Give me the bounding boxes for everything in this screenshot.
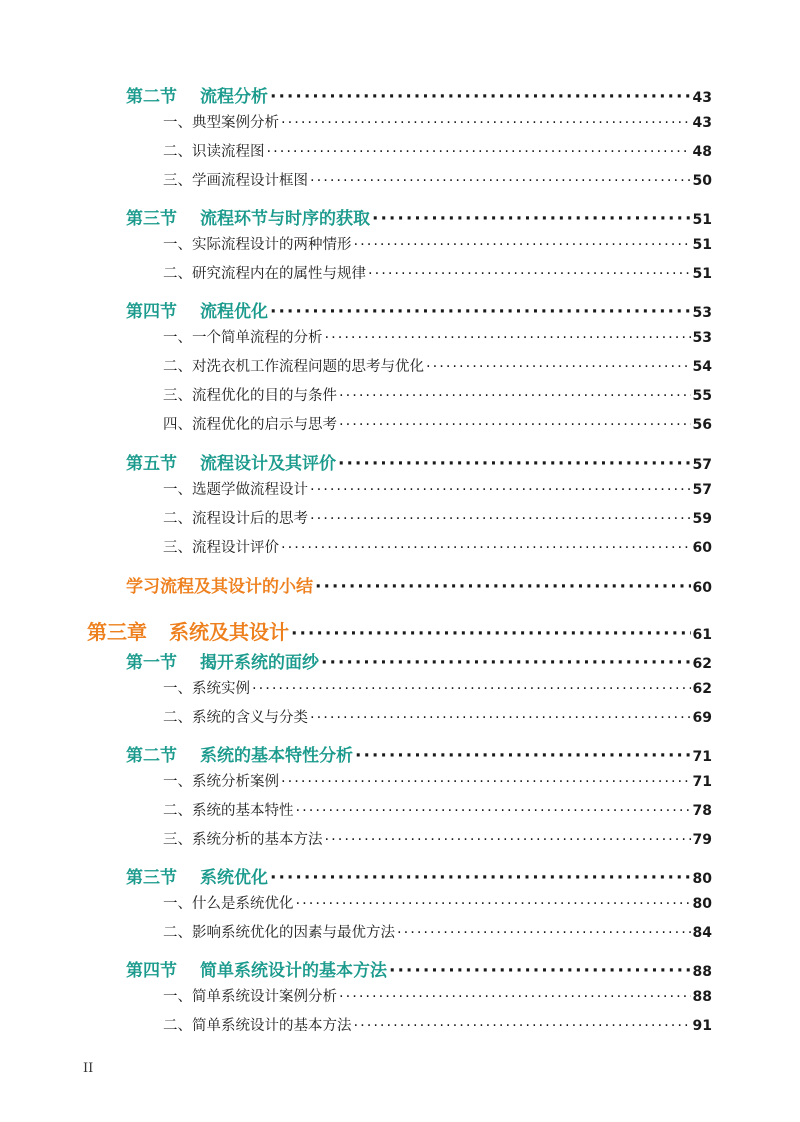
item-title: 系统分析的基本方法	[192, 832, 323, 848]
page-number: 60	[692, 580, 712, 596]
page-number: 51	[692, 266, 712, 282]
item-label: 一、	[163, 237, 192, 253]
page-number: 57	[692, 482, 712, 498]
item-label: 一、	[163, 330, 192, 346]
item-title: 对洗衣机工作流程问题的思考与优化	[192, 359, 424, 375]
page-number: 88	[692, 989, 712, 1005]
dot-leader	[339, 417, 691, 433]
item-label: 二、	[163, 511, 192, 527]
toc-item[interactable]	[163, 111, 712, 137]
toc-item[interactable]	[163, 985, 712, 1011]
section-title: 流程分析	[200, 87, 268, 107]
page-number: 59	[692, 511, 712, 527]
toc-chapter-3[interactable]	[87, 616, 712, 646]
page-number: 71	[692, 749, 712, 765]
dot-leader	[310, 482, 691, 498]
dot-leader	[281, 115, 691, 131]
item-label: 二、	[163, 359, 192, 375]
dot-leader	[397, 925, 691, 941]
dot-leader	[338, 454, 691, 474]
page-number: 84	[692, 925, 712, 941]
page-folio: II	[83, 1061, 94, 1076]
page-number: 88	[692, 964, 712, 980]
section-label: 第二节	[126, 746, 177, 766]
item-label: 二、	[163, 803, 192, 819]
toc-item[interactable]	[163, 262, 712, 288]
section-title: 流程环节与时序的获取	[200, 209, 370, 229]
item-title: 系统实例	[192, 681, 250, 697]
page-number: 62	[692, 656, 712, 672]
item-label: 一、	[163, 482, 192, 498]
summary-title: 学习流程及其设计的小结	[126, 577, 313, 597]
item-title: 简单系统设计的基本方法	[192, 1018, 352, 1034]
page-number: 69	[692, 710, 712, 726]
item-title: 典型案例分析	[192, 115, 279, 131]
item-title: 学画流程设计框图	[192, 173, 308, 189]
page-number: 55	[692, 388, 712, 404]
dot-leader	[354, 1018, 691, 1034]
toc-section-3-2[interactable]	[126, 741, 712, 769]
page-number: 54	[692, 359, 712, 375]
page-number: 51	[692, 237, 712, 253]
dot-leader	[315, 577, 691, 597]
item-title: 选题学做流程设计	[192, 482, 308, 498]
item-title: 什么是系统优化	[192, 896, 294, 912]
toc-item[interactable]	[163, 413, 712, 439]
dot-leader	[426, 359, 691, 375]
section-label: 第三节	[126, 209, 177, 229]
item-title: 实际流程设计的两种情形	[192, 237, 352, 253]
dot-leader	[267, 144, 691, 160]
dot-leader	[389, 961, 691, 981]
toc-item[interactable]	[163, 384, 712, 410]
dot-leader	[339, 989, 691, 1005]
item-title: 系统的基本特性	[192, 803, 294, 819]
item-label: 二、	[163, 925, 192, 941]
section-title: 简单系统设计的基本方法	[200, 961, 387, 981]
toc-section-2-4[interactable]	[126, 297, 712, 325]
item-title: 一个简单流程的分析	[192, 330, 323, 346]
dot-leader	[325, 832, 691, 848]
toc-item[interactable]	[163, 677, 712, 703]
dot-leader	[310, 173, 691, 189]
toc-item[interactable]	[163, 478, 712, 504]
dot-leader	[270, 87, 691, 107]
page-number: 56	[692, 417, 712, 433]
dot-leader	[325, 330, 691, 346]
item-title: 影响系统优化的因素与最优方法	[192, 925, 395, 941]
item-label: 三、	[163, 540, 192, 556]
toc-summary[interactable]	[126, 572, 712, 600]
toc-item[interactable]	[163, 706, 712, 732]
page-number: 91	[692, 1018, 712, 1034]
section-title: 流程设计及其评价	[200, 454, 336, 474]
toc-item[interactable]	[163, 507, 712, 533]
toc-item[interactable]	[163, 1014, 712, 1040]
dot-leader	[270, 868, 691, 888]
toc-item[interactable]	[163, 770, 712, 796]
dot-leader	[281, 540, 691, 556]
toc-item[interactable]	[163, 355, 712, 381]
dot-leader	[321, 653, 691, 673]
section-label: 第四节	[126, 302, 177, 322]
page-number: 51	[692, 212, 712, 228]
page-number: 80	[692, 896, 712, 912]
dot-leader	[310, 710, 691, 726]
toc-section-2-2[interactable]	[126, 82, 712, 110]
item-label: 二、	[163, 1018, 192, 1034]
section-label: 第五节	[126, 454, 177, 474]
toc-item[interactable]	[163, 326, 712, 352]
chapter-title: 系统及其设计	[169, 620, 289, 644]
dot-leader	[296, 896, 691, 912]
item-label: 二、	[163, 144, 192, 160]
section-label: 第三节	[126, 868, 177, 888]
dot-leader	[270, 302, 691, 322]
dot-leader	[339, 388, 691, 404]
item-title: 流程优化的目的与条件	[192, 388, 337, 404]
item-title: 系统的含义与分类	[192, 710, 308, 726]
toc-item[interactable]	[163, 799, 712, 825]
item-label: 一、	[163, 989, 192, 1005]
toc-section-3-3[interactable]	[126, 863, 712, 891]
toc-item[interactable]	[163, 892, 712, 918]
item-label: 二、	[163, 710, 192, 726]
toc-item[interactable]	[163, 828, 712, 854]
toc-item[interactable]	[163, 233, 712, 259]
item-label: 二、	[163, 266, 192, 282]
item-label: 四、	[163, 417, 192, 433]
section-title: 流程优化	[200, 302, 268, 322]
page-number: 53	[692, 305, 712, 321]
page-number: 61	[692, 627, 712, 643]
page-number: 71	[692, 774, 712, 790]
item-title: 系统分析案例	[192, 774, 279, 790]
dot-leader	[291, 624, 691, 644]
page-number: 60	[692, 540, 712, 556]
toc-section-2-3[interactable]	[126, 204, 712, 232]
page-number: 50	[692, 173, 712, 189]
dot-leader	[354, 237, 691, 253]
section-title: 系统优化	[200, 868, 268, 888]
dot-leader	[252, 681, 691, 697]
toc-item[interactable]	[163, 169, 712, 195]
item-label: 三、	[163, 173, 192, 189]
item-title: 流程优化的启示与思考	[192, 417, 337, 433]
section-label: 第一节	[126, 653, 177, 673]
item-label: 一、	[163, 681, 192, 697]
dot-leader	[368, 266, 691, 282]
item-title: 识读流程图	[192, 144, 265, 160]
page-number: 43	[692, 115, 712, 131]
toc-section-3-1[interactable]	[126, 648, 712, 676]
toc-section-2-5[interactable]	[126, 449, 712, 477]
item-label: 三、	[163, 832, 192, 848]
dot-leader	[355, 746, 691, 766]
page-number: 79	[692, 832, 712, 848]
toc-item[interactable]	[163, 140, 712, 166]
item-label: 三、	[163, 388, 192, 404]
toc-item[interactable]	[163, 921, 712, 947]
item-label: 一、	[163, 774, 192, 790]
page-number: 43	[692, 90, 712, 106]
toc-section-3-4[interactable]	[126, 956, 712, 984]
dot-leader	[372, 209, 691, 229]
page-number: 78	[692, 803, 712, 819]
item-title: 简单系统设计案例分析	[192, 989, 337, 1005]
section-title: 系统的基本特性分析	[200, 746, 353, 766]
page-number: 57	[692, 457, 712, 473]
page-number: 62	[692, 681, 712, 697]
section-label: 第二节	[126, 87, 177, 107]
page-number: 48	[692, 144, 712, 160]
section-label: 第四节	[126, 961, 177, 981]
item-label: 一、	[163, 115, 192, 131]
page-number: 53	[692, 330, 712, 346]
dot-leader	[281, 774, 691, 790]
item-title: 流程设计后的思考	[192, 511, 308, 527]
item-title: 研究流程内在的属性与规律	[192, 266, 366, 282]
item-label: 一、	[163, 896, 192, 912]
item-title: 流程设计评价	[192, 540, 279, 556]
page-number: 80	[692, 871, 712, 887]
chapter-label: 第三章	[87, 620, 147, 644]
dot-leader	[310, 511, 691, 527]
dot-leader	[296, 803, 691, 819]
section-title: 揭开系统的面纱	[200, 653, 319, 673]
toc-item[interactable]	[163, 536, 712, 562]
